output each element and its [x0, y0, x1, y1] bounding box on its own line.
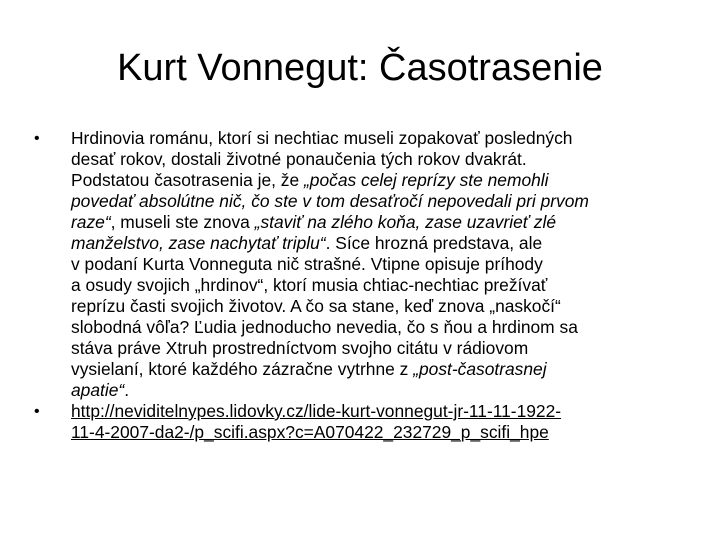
paragraph-line: [71, 128, 684, 149]
text-run: Hrdinovia románu, ktorí si nechtiac museli zopakovať posledných: [71, 128, 573, 148]
paragraph-line: [71, 254, 684, 275]
text-run: desať rokov, dostali životné ponaučenia tých rokov dvakrát.: [71, 149, 527, 169]
paragraph-line: [71, 275, 684, 296]
bullet-item-link: [34, 401, 684, 443]
quote-italic: manželstvo, zase nachytať triplu“: [71, 233, 326, 253]
text-run: , museli ste znova: [110, 212, 255, 232]
text-run: slobodná vôľa? Ľudia jednoducho nevedia, čo s ňou a hrdinom sa: [71, 317, 578, 337]
text-run: Podstatou časotrasenia je, že: [71, 170, 304, 190]
text-run: . Síce hrozná predstava, ale: [325, 233, 543, 253]
bullet-list: [34, 128, 684, 443]
link-line[interactable]: http://neviditelnypes.lidovky.cz/lide-kurt-vonnegut-jr-11-11-1922-: [71, 401, 562, 421]
source-link[interactable]: [71, 401, 684, 443]
text-run: .: [124, 380, 130, 400]
quote-italic: „post-časotrasnej: [413, 359, 547, 379]
bullet-item-summary: [34, 128, 684, 401]
paragraph-line: [71, 317, 684, 338]
quote-italic: „počas celej reprízy ste nemohli: [303, 170, 549, 190]
text-run: vysielaní, ktoré každého zázračne vytrhne z: [71, 359, 414, 379]
paragraph-line: [71, 233, 684, 254]
link-line[interactable]: 11-4-2007-da2-/p_scifi.aspx?c=A070422_232729_p_scifi_hpe: [71, 422, 549, 442]
quote-italic: povedať absolútne nič, čo ste v tom desaťročí nepovedali pri prvom: [71, 191, 589, 211]
paragraph-line: [71, 359, 684, 380]
quote-italic: „staviť na zlého koňa, zase uzavrieť zlé: [254, 212, 556, 232]
bullet-icon: •: [34, 130, 40, 147]
bullet-icon: •: [34, 403, 40, 420]
paragraph-line: [71, 296, 684, 317]
paragraph-line: [71, 149, 684, 170]
paragraph-line: [71, 170, 684, 191]
paragraph-line: [71, 380, 684, 401]
quote-italic: apatie“: [71, 380, 125, 400]
quote-italic: raze“: [71, 212, 111, 232]
slide-title: Kurt Vonnegut: Časotrasenie: [117, 47, 603, 89]
paragraph-line: [71, 338, 684, 359]
paragraph-line: [71, 212, 684, 233]
text-run: v podaní Kurta Vonneguta nič strašné. Vtipne opisuje príhody: [71, 254, 543, 274]
text-run: stáva práve Xtruh prostredníctvom svojho citátu v rádiovom: [71, 338, 529, 358]
text-run: reprízu časti svojich životov. A čo sa stane, keď znova „naskočí“: [71, 296, 561, 316]
text-run: a osudy svojich „hrdinov“, ktorí musia chtiac-nechtiac prežívať: [71, 275, 548, 295]
paragraph-line: [71, 191, 684, 212]
